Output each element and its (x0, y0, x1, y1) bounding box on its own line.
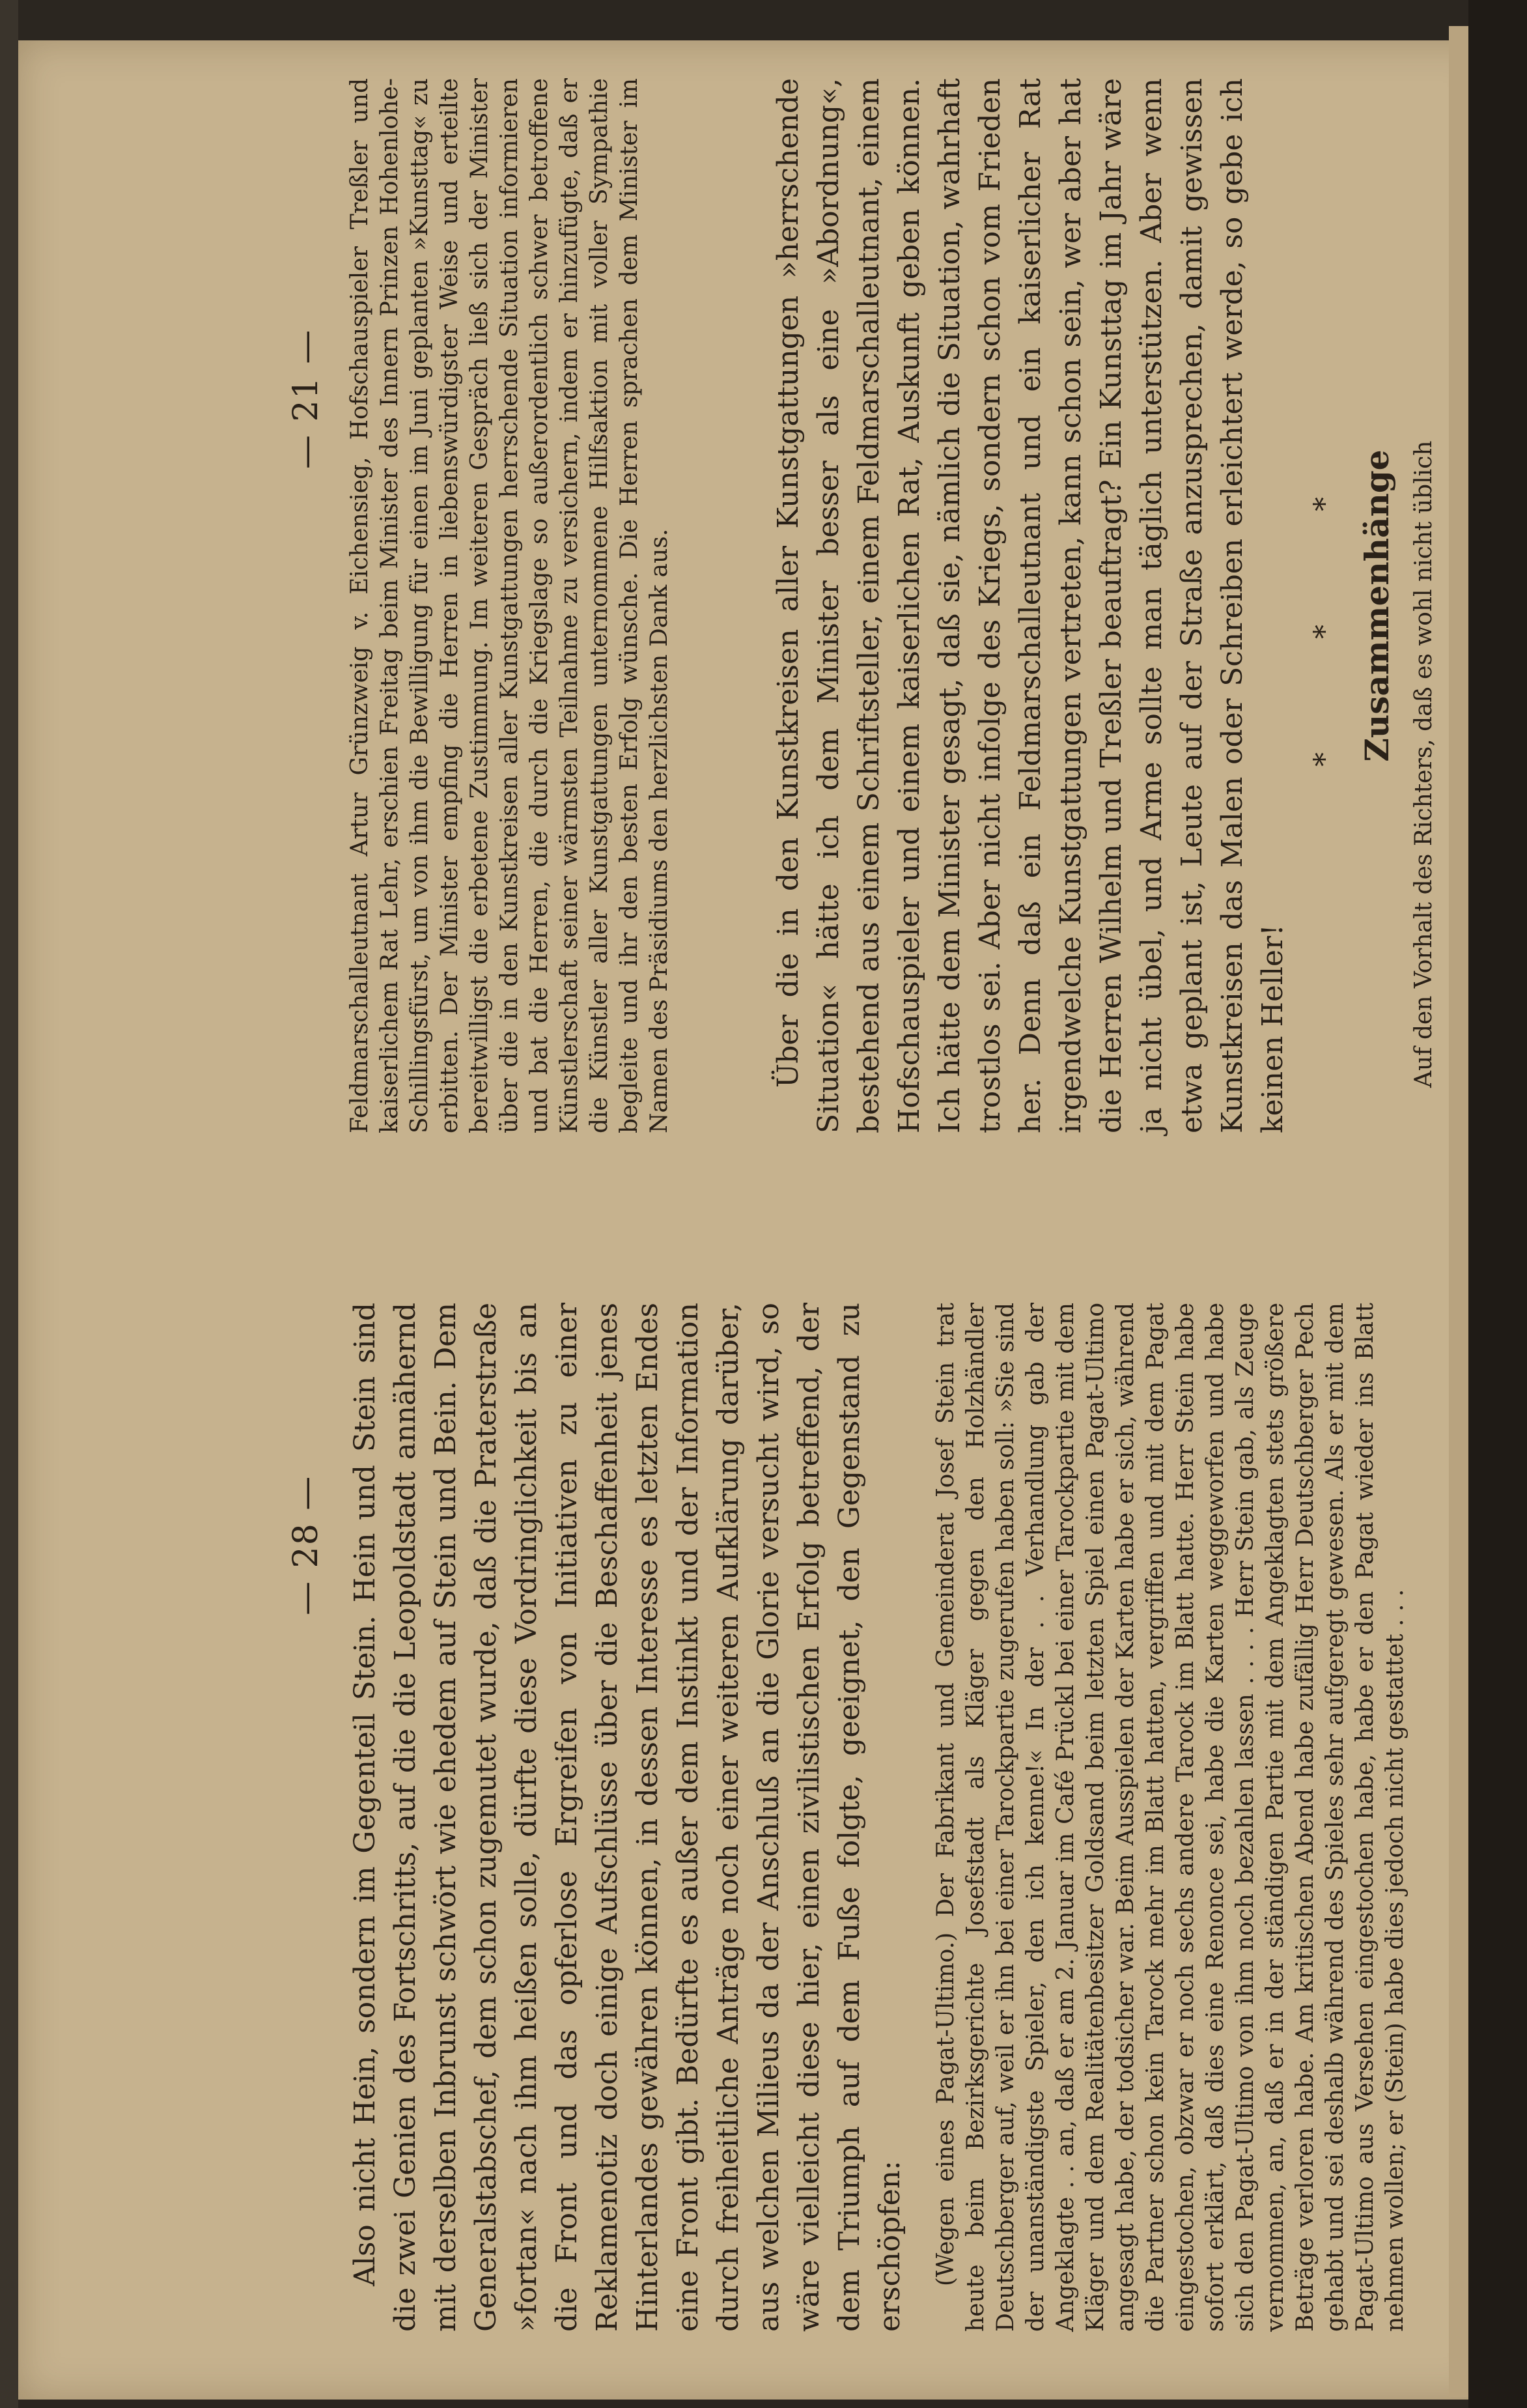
right-paragraph-2: Über die in den Kunstkreisen aller Kunstgattungen »herrschende Situation« hätte ich dem Minister besser als eine »Abordnung«, bestehend aus einem Schriftsteller, einem Feldmarschalleutnant, einem Hofschauspieler und einem kaiserlichen Rat, Auskunft geben können. Ich hätte dem Minister gesagt, daß sie, nämlich die Situation, wahrhaft trostlos sei. Aber nicht infolge des Kriegs, sondern schon vom Frieden her. Denn daß ein Feldmarschalleutnant und ein kaiserlicher Rat irgendwelche Kunstgattungen vertreten, kann schon sein, wer aber hat die Herren Wilhelm und Treßler beauftragt? Ein Kunsttag im Jahr wäre ja nicht übel, und Arme sollte man täglich unterstützen. Aber wenn etwa geplant ist, Leute auf der Straße anzusprechen, damit gewissen Kunstkreisen das Malen oder Schreiben erleichtert werde, so gebe ich keinen Heller! (772, 78, 1289, 1133)
page-number-28: — 28 — (287, 1475, 326, 1615)
page-number-21: — 21 — (287, 328, 326, 469)
left-paragraph-2: (Wegen eines Pagat-Ultimo.) Der Fabrikant und Gemeinderat Josef Stein trat heute beim Bezirksgerichte Josefstadt als Kläger gegen den Holzhändler Deutschberger auf, weil er ihn bei einer Tarockpartie zugerufen haben soll: »Sie sind der unanständigste Spieler, den ich kenne!« In der . . Verhandlung gab der Angeklagte . . an, daß er am 2. Januar im Café Prückl bei einer Tarockpartie mit dem Kläger und dem Realitätenbesitzer Goldsand beim letzten Spiel einen Pagat-Ultimo angesagt habe, der todsicher war. Beim Ausspielen der Karten habe er sich, während die Partner schon kein Tarock mehr im Blatt hatten, vergriffen und mit dem Pagat eingestochen, obzwar er noch sechs andere Tarock im Blatt hatte. Herr Stein habe sofort erklärt, daß dies eine Renonce sei, habe die Karten weggeworfen und habe sich den Pagat-Ultimo von ihm noch bezahlen lassen . . . . Herr Stein gab, als Zeuge vernommen, an, daß er in der ständigen Partie mit dem Angeklagten stets größere Beträge verloren habe. Am kritischen Abend habe zufällig Herr Deutschberger Pech gehabt und sei deshalb während des Spieles sehr aufgeregt gewesen. Als er mit dem Pagat-Ultimo aus Versehen eingestochen habe, habe er den Pagat wieder ins Blatt nehmen wollen; er (Stein) habe dies jedoch nicht gestattet . . . (932, 1303, 1408, 2332)
rotated-spread (72, 52, 1504, 2371)
book-spine-edge (0, 0, 18, 2408)
left-paragraph-1: Also nicht Hein, sondern im Gegenteil Stein. Hein und Stein sind die zwei Genien des Fortschritts, auf die die Leopoldstadt annähernd mit derselben Inbrunst schwört wie ehedem auf Stein und Bein. Dem Generalstabschef, dem schon zugemutet wurde, daß die Praterstraße »fortan« nach ihm heißen solle, dürfte diese Vordringlichkeit bis an die Front und das opferlose Ergreifen von Initiativen zu einer Reklamenotiz doch einige Aufschlüsse über die Beschaffenheit jenes Hinterlandes gewähren können, in dessen Interesse es letzten Endes eine Front gibt. Bedürfte es außer dem Instinkt und der Information durch freiheitliche Anträge noch einer weiteren Aufklärung darüber, aus welchen Milieus da der Anschluß an die Glorie versucht wird, so wäre vielleicht diese hier, einen zivilistischen Erfolg betreffend, der dem Triumph auf dem Fuße folgte, geeignet, den Gegenstand zu erschöpfen: (348, 1303, 906, 2332)
section-title: Zusammenhänge (1358, 449, 1396, 762)
right-column (768, 78, 1451, 1133)
right-paragraph-1: Feldmarschalleutnant Artur Grünzweig v. Eichensieg, Hofschauspieler Treßler und kaiserlichem Rat Lehr, erschien Freitag beim Minister des Innern Prinzen Hohenlohe-Schillingsfürst, um von ihm die Bewilligung für einen im Juni geplanten »Kunsttag« zu erbitten. Der Minister empfing die Herren in liebenswürdigster Weise und erteilte bereitwilligst die erbetene Zustimmung. Im weiteren Gespräch ließ sich der Minister über die in den Kunstkreisen aller Kunstgattungen herrschende Situation informieren und bat die Herren, die durch die Kriegslage so außerordentlich schwer betroffene Künstlerschaft seiner wärmsten Teilnahme zu versichern, indem er hinzufügte, daß er die Künstler aller Kunstgattungen unternommene Hilfsaktion mit voller Sympathie begleite und ihr den besten Erfolg wünsche. Die Herren sprachen dem Minister im Namen des Präsidiums den herzlichsten Dank aus. (346, 78, 673, 1133)
left-column (345, 1303, 922, 2332)
left-column-quote (931, 1303, 1418, 2332)
section-start-text: Auf den Vorhalt des Richters, daß es wohl nicht üblich (1410, 440, 1437, 1088)
section-divider: * * * (1308, 445, 1341, 767)
right-column-report (345, 78, 682, 1133)
